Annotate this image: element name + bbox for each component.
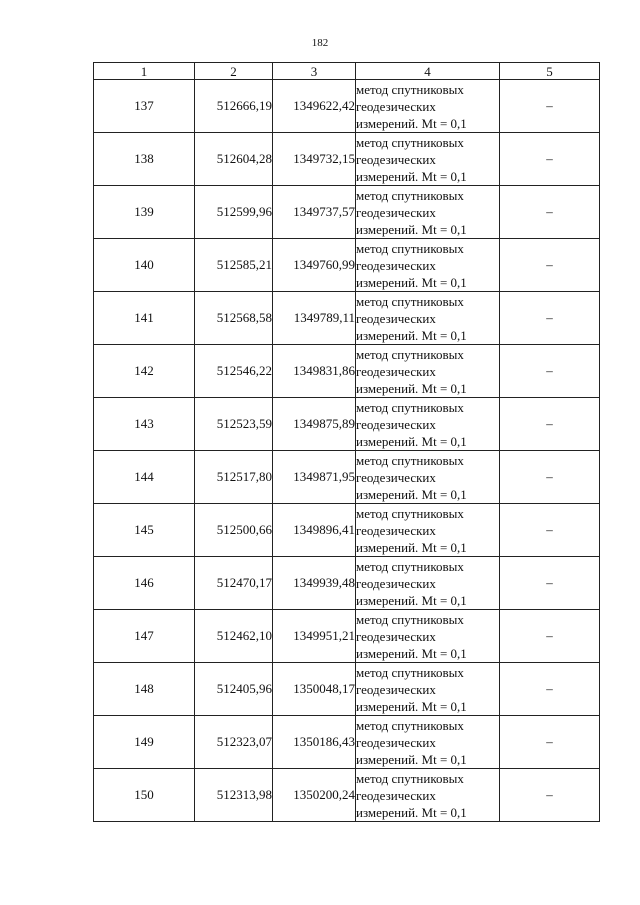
method-line: метод спутниковых [356, 346, 464, 362]
method-line: метод спутниковых [356, 558, 464, 574]
header-cell-5: 5 [500, 63, 600, 80]
coordinate-y-cell: 1349789,11 [273, 292, 356, 345]
coordinate-x-cell: 512523,59 [195, 398, 273, 451]
table-row [94, 133, 600, 186]
coordinate-x-cell: 512462,10 [195, 610, 273, 663]
method-line: метод спутниковых [356, 664, 464, 680]
table-row [94, 398, 600, 451]
method-line: геодезических [356, 681, 436, 697]
table-row [94, 292, 600, 345]
point-number-cell: 142 [94, 345, 195, 398]
table-row [94, 663, 600, 716]
header-cell-2: 2 [195, 63, 273, 80]
note-cell: – [500, 557, 600, 610]
coordinate-x-cell: 512470,17 [195, 557, 273, 610]
point-number-cell: 141 [94, 292, 195, 345]
method-line: геодезических [356, 204, 436, 220]
point-number-cell: 143 [94, 398, 195, 451]
method-line: геодезических [356, 734, 436, 750]
method-line: измерений. Mt = 0,1 [356, 274, 467, 290]
coordinate-x-cell: 512604,28 [195, 133, 273, 186]
point-number-cell: 139 [94, 186, 195, 239]
table-row [94, 557, 600, 610]
method-line: метод спутниковых [356, 770, 464, 786]
coordinate-y-cell: 1349939,48 [273, 557, 356, 610]
method-line: измерений. Mt = 0,1 [356, 804, 467, 820]
method-line: измерений. Mt = 0,1 [356, 751, 467, 767]
point-number-cell: 145 [94, 504, 195, 557]
coordinate-y-cell: 1349871,95 [273, 451, 356, 504]
method-line: метод спутниковых [356, 399, 464, 415]
method-line: геодезических [356, 575, 436, 591]
method-line: геодезических [356, 257, 436, 273]
note-cell: – [500, 345, 600, 398]
table-row [94, 239, 600, 292]
method-line: геодезических [356, 98, 436, 114]
table-row [94, 186, 600, 239]
note-cell: – [500, 292, 600, 345]
method-line: геодезических [356, 787, 436, 803]
method-cell [356, 451, 500, 504]
note-cell: – [500, 398, 600, 451]
coordinate-y-cell: 1350048,17 [273, 663, 356, 716]
coordinate-y-cell: 1350200,24 [273, 769, 356, 822]
header-cell-1: 1 [94, 63, 195, 80]
table-row [94, 610, 600, 663]
note-cell: – [500, 451, 600, 504]
note-cell: – [500, 610, 600, 663]
method-line: метод спутниковых [356, 717, 464, 733]
coordinate-y-cell: 1349831,86 [273, 345, 356, 398]
point-number-cell: 148 [94, 663, 195, 716]
method-line: метод спутниковых [356, 452, 464, 468]
coordinate-y-cell: 1349951,21 [273, 610, 356, 663]
method-line: метод спутниковых [356, 611, 464, 627]
method-line: геодезических [356, 310, 436, 326]
note-cell: – [500, 186, 600, 239]
method-line: геодезических [356, 469, 436, 485]
coordinate-y-cell: 1349875,89 [273, 398, 356, 451]
coordinate-y-cell: 1350186,43 [273, 716, 356, 769]
table-header-row [94, 63, 600, 80]
coordinate-y-cell: 1349896,41 [273, 504, 356, 557]
method-cell [356, 186, 500, 239]
table-row [94, 345, 600, 398]
note-cell: – [500, 133, 600, 186]
coordinate-y-cell: 1349622,42 [273, 80, 356, 133]
method-cell [356, 557, 500, 610]
method-line: измерений. Mt = 0,1 [356, 327, 467, 343]
table-row [94, 451, 600, 504]
note-cell: – [500, 769, 600, 822]
method-line: метод спутниковых [356, 187, 464, 203]
method-line: метод спутниковых [356, 293, 464, 309]
method-line: измерений. Mt = 0,1 [356, 486, 467, 502]
point-number-cell: 144 [94, 451, 195, 504]
point-number-cell: 140 [94, 239, 195, 292]
method-line: метод спутниковых [356, 134, 464, 150]
method-cell [356, 292, 500, 345]
method-cell [356, 716, 500, 769]
method-line: геодезических [356, 522, 436, 538]
method-line: измерений. Mt = 0,1 [356, 433, 467, 449]
method-line: метод спутниковых [356, 505, 464, 521]
note-cell: – [500, 663, 600, 716]
coordinate-y-cell: 1349737,57 [273, 186, 356, 239]
method-line: геодезических [356, 363, 436, 379]
coordinate-x-cell: 512500,66 [195, 504, 273, 557]
method-cell [356, 345, 500, 398]
point-number-cell: 147 [94, 610, 195, 663]
method-line: геодезических [356, 628, 436, 644]
method-line: измерений. Mt = 0,1 [356, 115, 467, 131]
table-row [94, 769, 600, 822]
note-cell: – [500, 504, 600, 557]
coordinate-x-cell: 512599,96 [195, 186, 273, 239]
coordinate-x-cell: 512323,07 [195, 716, 273, 769]
coordinate-x-cell: 512405,96 [195, 663, 273, 716]
table-body [94, 80, 600, 822]
method-cell [356, 239, 500, 292]
point-number-cell: 138 [94, 133, 195, 186]
page-number: 182 [311, 37, 329, 49]
method-cell [356, 133, 500, 186]
point-number-cell: 150 [94, 769, 195, 822]
point-number-cell: 146 [94, 557, 195, 610]
method-cell [356, 769, 500, 822]
header-cell-3: 3 [273, 63, 356, 80]
method-cell [356, 610, 500, 663]
method-line: метод спутниковых [356, 81, 464, 97]
method-line: измерений. Mt = 0,1 [356, 698, 467, 714]
table-row [94, 716, 600, 769]
method-line: метод спутниковых [356, 240, 464, 256]
method-cell [356, 504, 500, 557]
method-line: измерений. Mt = 0,1 [356, 168, 467, 184]
method-line: измерений. Mt = 0,1 [356, 380, 467, 396]
method-line: измерений. Mt = 0,1 [356, 539, 467, 555]
table-row [94, 504, 600, 557]
method-cell [356, 663, 500, 716]
method-line: геодезических [356, 416, 436, 432]
table-row [94, 80, 600, 133]
coordinate-x-cell: 512517,80 [195, 451, 273, 504]
coordinate-y-cell: 1349760,99 [273, 239, 356, 292]
coordinate-x-cell: 512568,58 [195, 292, 273, 345]
method-cell [356, 80, 500, 133]
method-line: измерений. Mt = 0,1 [356, 645, 467, 661]
coordinate-x-cell: 512585,21 [195, 239, 273, 292]
point-number-cell: 137 [94, 80, 195, 133]
note-cell: – [500, 239, 600, 292]
coordinate-x-cell: 512313,98 [195, 769, 273, 822]
point-number-cell: 149 [94, 716, 195, 769]
coordinate-x-cell: 512666,19 [195, 80, 273, 133]
method-line: измерений. Mt = 0,1 [356, 221, 467, 237]
note-cell: – [500, 80, 600, 133]
note-cell: – [500, 716, 600, 769]
coordinate-x-cell: 512546,22 [195, 345, 273, 398]
coordinates-table [93, 62, 600, 822]
method-line: измерений. Mt = 0,1 [356, 592, 467, 608]
header-cell-4: 4 [356, 63, 500, 80]
method-line: геодезических [356, 151, 436, 167]
method-cell [356, 398, 500, 451]
coordinate-y-cell: 1349732,15 [273, 133, 356, 186]
